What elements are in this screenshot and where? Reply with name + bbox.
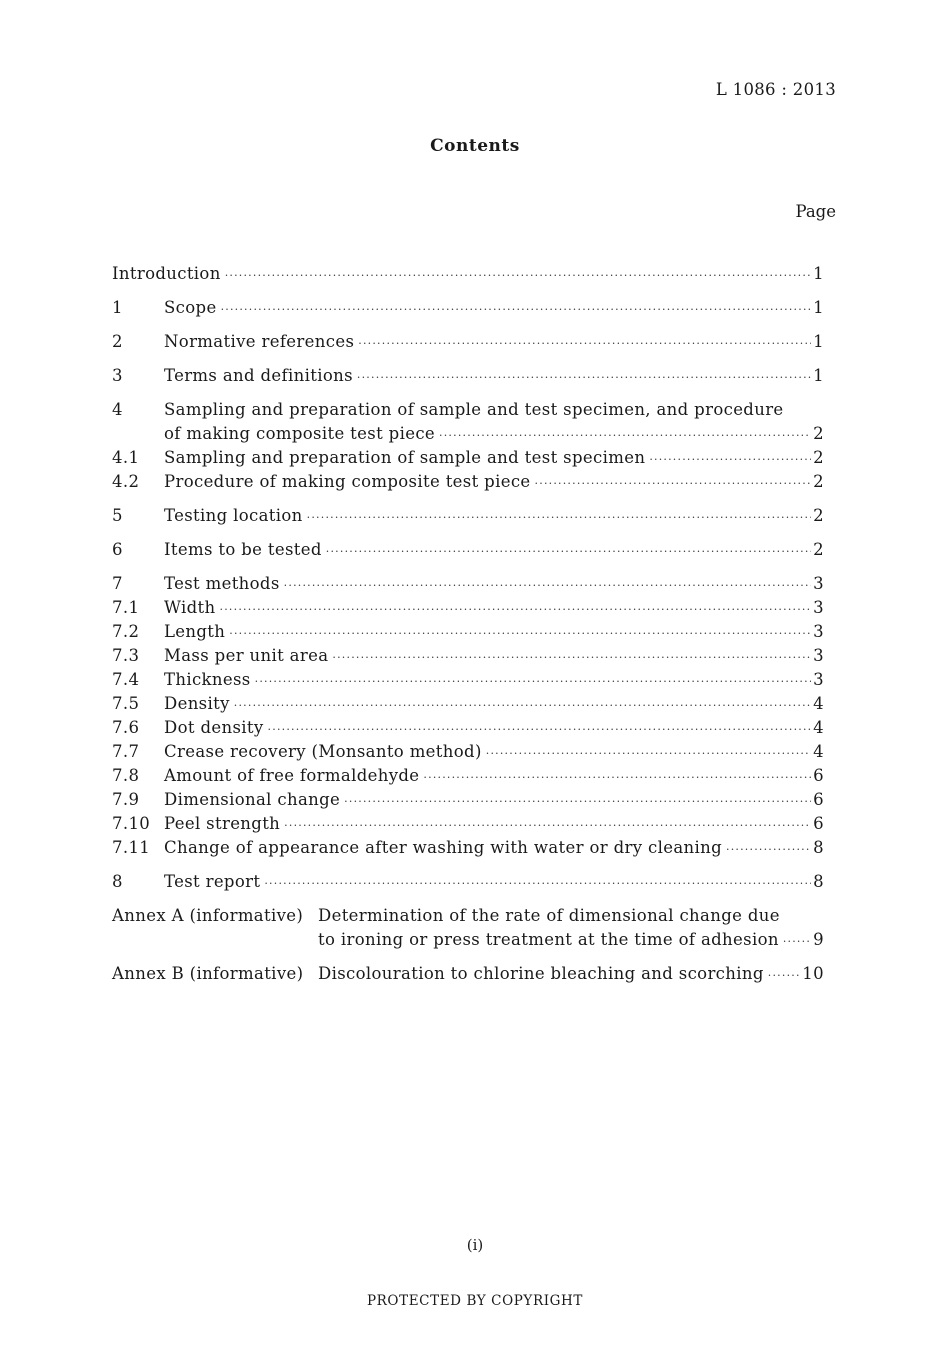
leader-dots	[768, 964, 801, 988]
page-column-label: Page	[795, 202, 836, 221]
toc-entry-title: Terms and definitions	[164, 366, 353, 385]
page-title: Contents	[430, 136, 520, 156]
toc-entry-title: Change of appearance after washing with water or dry cleaning	[164, 838, 723, 857]
page-folio: (i)	[466, 1236, 484, 1254]
toc-entry-3[interactable]	[112, 364, 824, 388]
toc-page-number: 3	[813, 622, 824, 641]
toc-section-number: 1	[112, 298, 123, 317]
toc-section-number: 5	[112, 506, 123, 525]
leader-dots	[486, 742, 811, 766]
leader-dots	[783, 930, 811, 954]
toc-entry-title: Procedure of making composite test piece	[164, 472, 531, 491]
toc-entry-title: Width	[164, 598, 216, 617]
toc-section-number: 7.11	[112, 838, 151, 857]
toc-entry-title: Introduction	[112, 264, 221, 283]
toc-section-number: 7.1	[112, 598, 140, 617]
toc-entry-8[interactable]	[112, 870, 824, 894]
toc-entry-4[interactable]	[112, 398, 824, 446]
standard-number: L 1086 : 2013	[715, 80, 836, 99]
toc-entry-title: Length	[164, 622, 226, 641]
toc-entry-title: Test report	[164, 872, 261, 891]
toc-page-number: 2	[813, 540, 824, 559]
toc-page-number: 3	[813, 646, 824, 665]
leader-dots	[229, 622, 811, 646]
toc-entry-title-continued: of making composite test piece	[164, 424, 436, 443]
toc-entry-7-3[interactable]	[112, 644, 824, 668]
toc-entry-7[interactable]	[112, 572, 824, 596]
toc-page-number: 3	[813, 670, 824, 689]
toc-entry-title: Sampling and preparation of sample and test specimen	[164, 448, 646, 467]
toc-section-number: 4.2	[112, 472, 140, 491]
leader-dots	[255, 670, 812, 694]
toc-section-number: 4.1	[112, 448, 140, 467]
toc-entry-title-continued: to ironing or press treatment at the time of adhesion	[318, 930, 779, 949]
toc-section-number: 7.8	[112, 766, 140, 785]
toc-page-number: 6	[813, 814, 824, 833]
toc-page-number: 4	[813, 694, 824, 713]
toc-entry-title: Items to be tested	[164, 540, 322, 559]
toc-section-number: 8	[112, 872, 123, 891]
annex-label: Annex A (informative)	[112, 906, 304, 925]
toc-page-number: 6	[813, 766, 824, 785]
toc-page-number: 8	[813, 872, 824, 891]
toc-page-number: 2	[813, 424, 824, 443]
toc-entry-7-1[interactable]	[112, 596, 824, 620]
toc-entry-title: Thickness	[164, 670, 251, 689]
toc-page-number: 3	[813, 598, 824, 617]
toc-page-number: 6	[813, 790, 824, 809]
toc-entry-title: Testing location	[164, 506, 303, 525]
toc-entry-6[interactable]	[112, 538, 824, 562]
toc-section-number: 2	[112, 332, 123, 351]
leader-dots	[332, 646, 811, 670]
leader-dots	[649, 448, 811, 472]
leader-dots	[284, 814, 811, 838]
toc-page-number: 1	[813, 298, 824, 317]
leader-dots	[344, 790, 811, 814]
leader-dots	[535, 472, 812, 496]
toc-page-number: 3	[813, 574, 824, 593]
toc-page-number: 8	[813, 838, 824, 857]
table-of-contents	[112, 262, 824, 996]
toc-entry-title: Dot density	[164, 718, 264, 737]
toc-entry-title: Scope	[164, 298, 217, 317]
toc-section-number: 7.4	[112, 670, 140, 689]
toc-entry-title: Mass per unit area	[164, 646, 329, 665]
annex-label: Annex B (informative)	[112, 964, 304, 983]
toc-entry-title: Peel strength	[164, 814, 281, 833]
leader-dots	[234, 694, 811, 718]
toc-page-number: 2	[813, 506, 824, 525]
leader-dots	[357, 366, 811, 390]
leader-dots	[221, 298, 812, 322]
leader-dots	[220, 598, 812, 622]
toc-entry-7-9[interactable]	[112, 788, 824, 812]
toc-page-number: 2	[813, 448, 824, 467]
leader-dots	[423, 766, 811, 790]
toc-section-number: 4	[112, 400, 123, 419]
toc-section-number: 7.3	[112, 646, 140, 665]
toc-section-number: 7.9	[112, 790, 140, 809]
toc-entry-title: Amount of free formaldehyde	[164, 766, 420, 785]
toc-entry-7-8[interactable]	[112, 764, 824, 788]
toc-entry-title: Dimensional change	[164, 790, 341, 809]
toc-section-number: 7.7	[112, 742, 140, 761]
toc-entry-title: Test methods	[164, 574, 280, 593]
toc-page-number: 1	[813, 264, 824, 283]
toc-entry-title: Density	[164, 694, 230, 713]
toc-page-number: 10	[802, 964, 824, 983]
toc-entry-introduction[interactable]	[112, 262, 824, 286]
toc-entry-annex-a[interactable]	[112, 904, 824, 952]
toc-entry-4-1[interactable]	[112, 446, 824, 470]
toc-entry-7-5[interactable]	[112, 692, 824, 716]
toc-section-number: 7.6	[112, 718, 140, 737]
toc-section-number: 7	[112, 574, 123, 593]
toc-entry-title: Sampling and preparation of sample and test specimen, and procedure	[164, 400, 784, 419]
toc-page-number: 4	[813, 742, 824, 761]
toc-section-number: 7.2	[112, 622, 140, 641]
toc-page-number: 1	[813, 366, 824, 385]
leader-dots	[225, 264, 811, 288]
toc-entry-2[interactable]	[112, 330, 824, 354]
leader-dots	[439, 424, 811, 448]
toc-entry-annex-b[interactable]	[112, 962, 824, 986]
toc-page-number: 1	[813, 332, 824, 351]
leader-dots	[307, 506, 811, 530]
toc-entry-1[interactable]	[112, 296, 824, 320]
toc-entry-7-10[interactable]	[112, 812, 824, 836]
toc-entry-title: Discolouration to chlorine bleaching and scorching	[318, 964, 764, 983]
toc-section-number: 7.5	[112, 694, 140, 713]
toc-entry-7-2[interactable]	[112, 620, 824, 644]
toc-entry-title: Crease recovery (Monsanto method)	[164, 742, 482, 761]
leader-dots	[358, 332, 811, 356]
leader-dots	[726, 838, 811, 862]
toc-entry-7-7[interactable]	[112, 740, 824, 764]
toc-entry-title: Determination of the rate of dimensional change due	[318, 906, 780, 925]
toc-entry-7-6[interactable]	[112, 716, 824, 740]
copyright-notice: PROTECTED BY COPYRIGHT	[366, 1293, 584, 1309]
toc-page-number: 2	[813, 472, 824, 491]
leader-dots	[284, 574, 811, 598]
toc-section-number: 6	[112, 540, 123, 559]
toc-section-number: 3	[112, 366, 123, 385]
toc-entry-title: Normative references	[164, 332, 355, 351]
toc-entry-7-4[interactable]	[112, 668, 824, 692]
toc-entry-7-11[interactable]	[112, 836, 824, 860]
toc-section-number: 7.10	[112, 814, 151, 833]
toc-entry-5[interactable]	[112, 504, 824, 528]
toc-entry-4-2[interactable]	[112, 470, 824, 494]
toc-page-number: 9	[813, 930, 824, 949]
leader-dots	[268, 718, 812, 742]
leader-dots	[264, 872, 811, 896]
toc-page-number: 4	[813, 718, 824, 737]
leader-dots	[326, 540, 811, 564]
